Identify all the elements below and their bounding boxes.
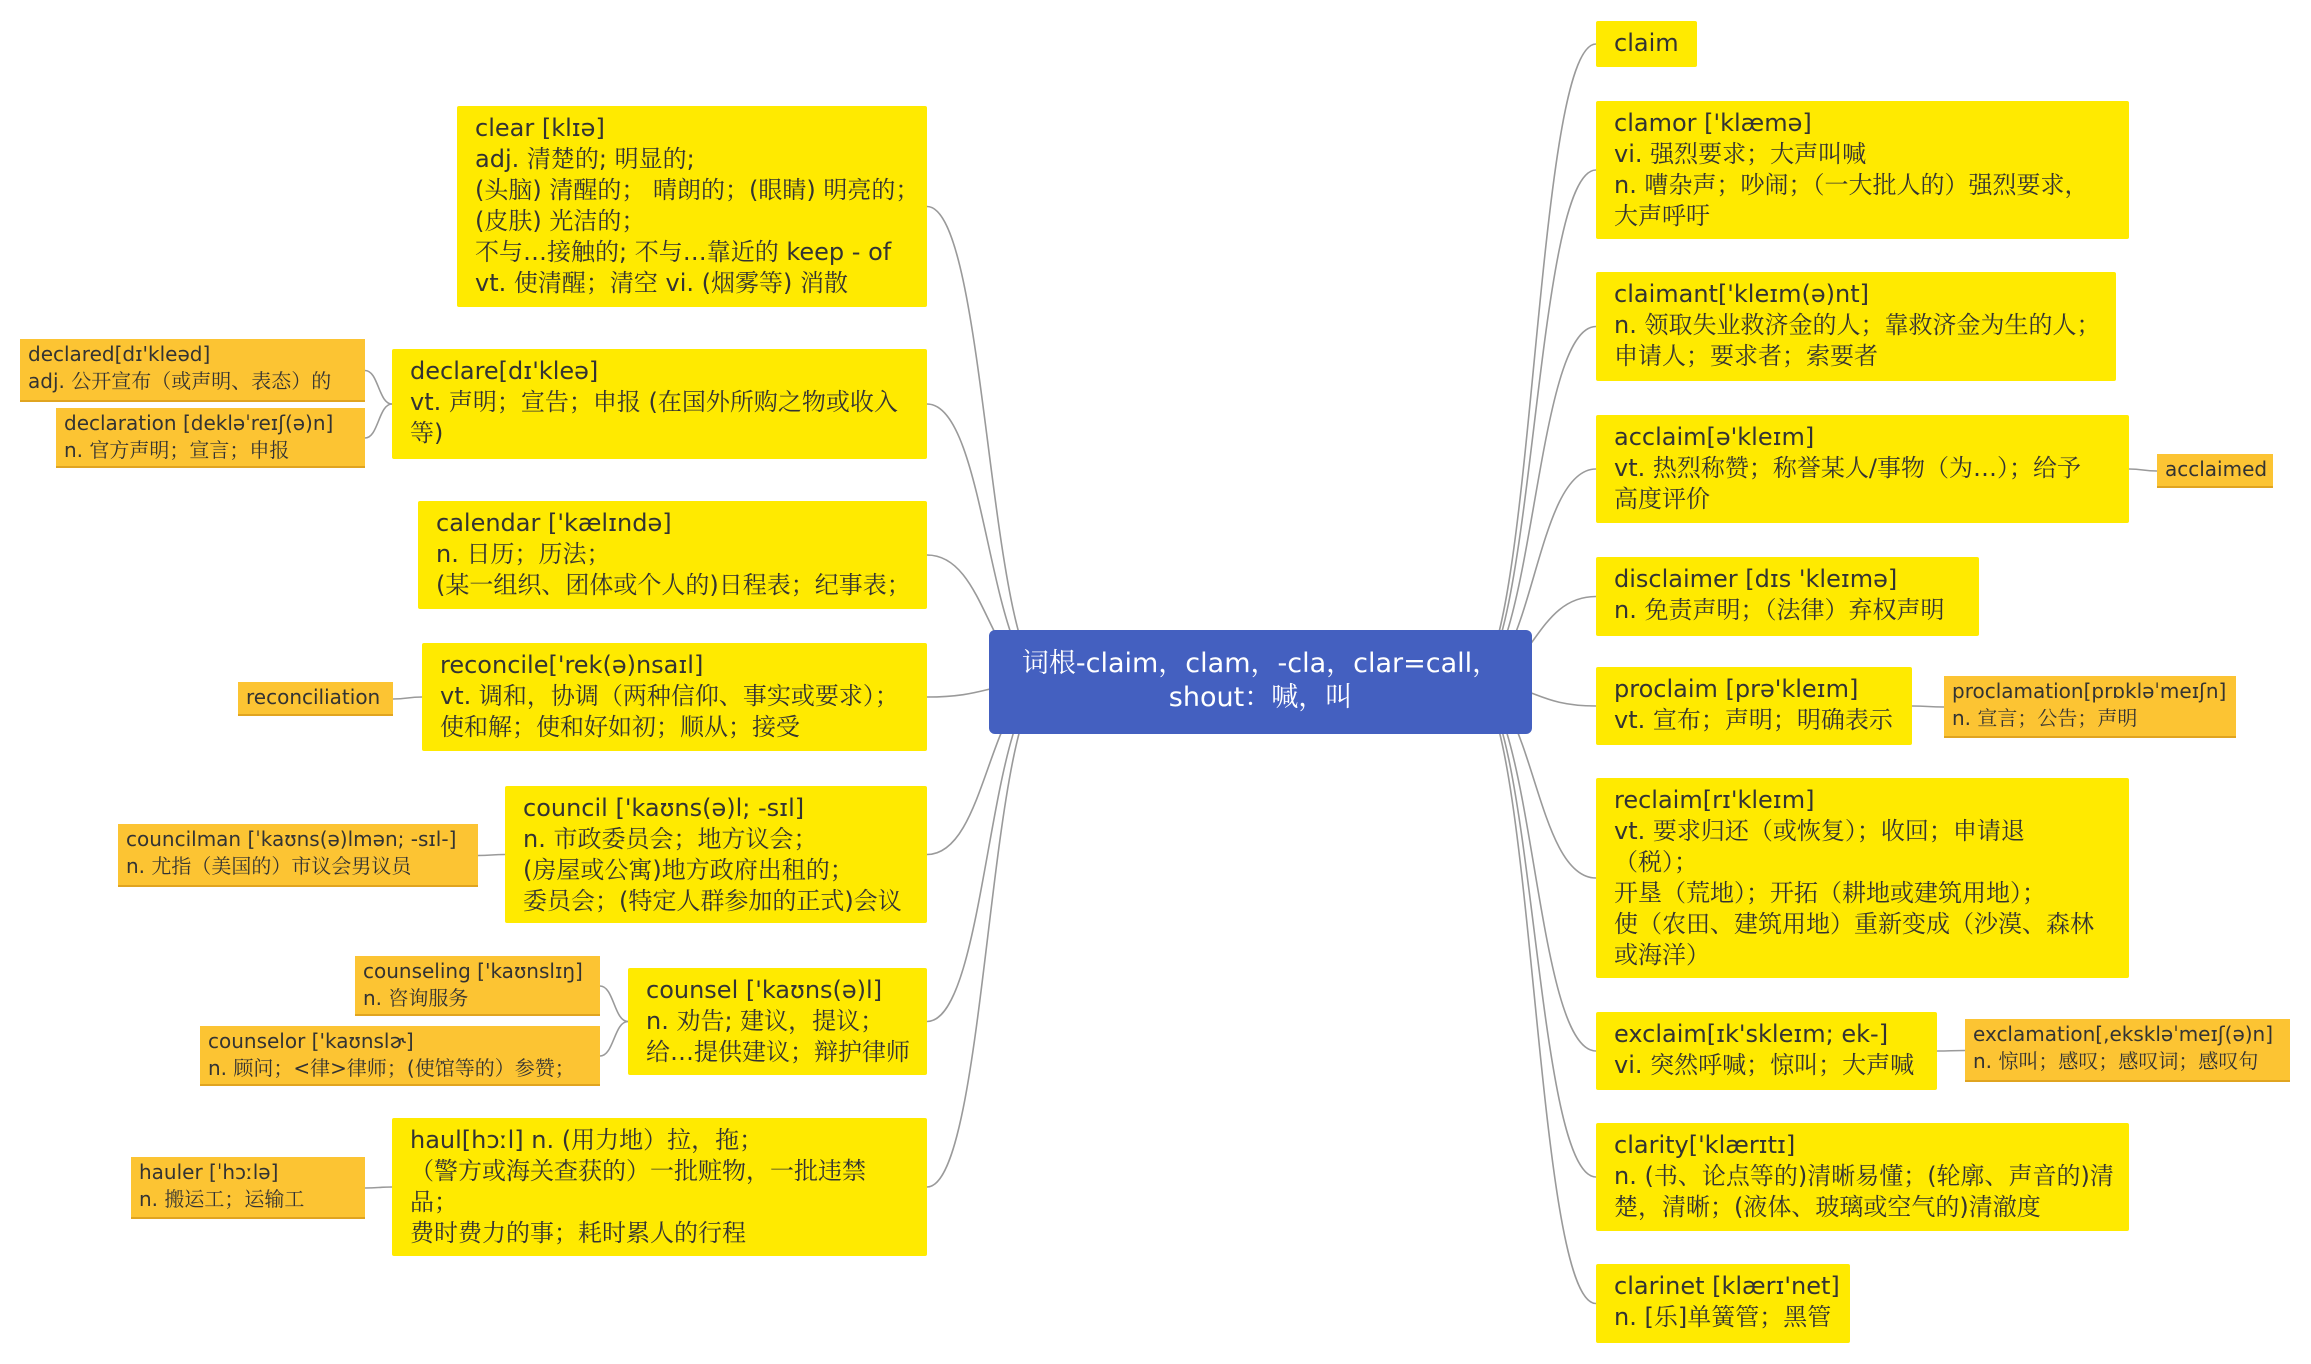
node-text-line: 不与…接触的; 不与…靠近的 keep - of [475,238,892,266]
node-text-line: proclamation[prɒkləˈmeɪʃn] [1952,679,2227,703]
node-text-line: councilman [ˈkaʊns(ə)lmən; -sɪl-] [126,827,457,851]
node-text-line: declaration [dekləˈreɪʃ(ə)n] [64,411,334,435]
topic-clarity[interactable] [1596,1123,2129,1231]
node-text-line: calendar ['kælɪndə] [436,509,672,537]
subtopic-declared[interactable] [20,339,365,402]
edge-central-clear [927,207,1049,683]
edge-declare-declaration [365,404,392,438]
topic-clear[interactable] [457,106,927,307]
subtopic-declaration[interactable] [56,408,365,468]
node-text-line: n. 嘈杂声；吵闹；（一大批人的）强烈要求， [1614,171,2089,199]
node-text-line: n. [乐]单簧管；黑管 [1614,1303,1832,1331]
node-text-line: 高度评价 [1614,485,1710,513]
node-text-line: n. 免责声明；（法律）弃权声明 [1614,596,1945,624]
node-text-line: n. 惊叫；感叹；感叹词；感叹句 [1973,1049,2259,1073]
node-text-line: 品； [410,1188,458,1216]
node-text-line: counsel ['kaʊns(ə)l] [646,976,883,1004]
node-text-line: declare[dɪ'kleə] [410,357,599,385]
node-text-line: (头脑) 清醒的； 晴朗的；(眼睛) 明亮的； [475,176,920,204]
node-text-line: 大声呼吁 [1614,202,1710,230]
node-text-line: declared[dɪ'kleəd] [28,342,211,366]
subtopic-acclaimed[interactable] [2157,454,2273,488]
topic-haul[interactable] [392,1118,927,1256]
edge-proclaim-proclamation [1912,706,1944,707]
node-text-line: 或海洋） [1614,941,1710,969]
edge-central-claim [1472,44,1596,682]
node-text-line: vt. 声明；宣告；申报 (在国外所购之物或收入 [410,388,898,416]
node-text-line: n. 宣言；公告；声明 [1952,706,2138,730]
topic-claim[interactable] [1596,21,1697,67]
node-text-line: （警方或海关查获的）一批赃物，一批违禁 [410,1157,866,1185]
node-text-line: counseling ['kaʊnslɪŋ] [363,959,583,983]
node-text-line: shout：喊，叫 [1168,682,1353,713]
node-text-line: vt. 调和，协调（两种信仰、事实或要求）； [440,682,899,710]
edge-central-clarinet [1472,682,1596,1304]
node-text-line: reconciliation [246,685,381,709]
edge-counsel-counselor [600,1022,628,1057]
topic-clarinet[interactable] [1596,1264,1850,1343]
edge-central-claimant [1472,327,1596,683]
node-text-line: disclaimer [dɪs 'kleɪmə] [1614,565,1898,593]
node-text-line: hauler [ˈhɔːlə] [139,1160,279,1184]
node-text-line: n. 日历；历法； [436,540,611,568]
node-text-line: 使和解；使和好如初；顺从；接受 [440,713,800,741]
node-text-line: reclaim[rɪ'kleɪm] [1614,786,1815,814]
edge-council-councilman [478,855,505,856]
node-text-line: (某一组织、团体或个人的)日程表；纪事表； [436,571,911,599]
node-text-line: 开垦（荒地）；开拓（耕地或建筑用地）； [1614,879,2046,907]
node-text-line: proclaim [prə'kleɪm] [1614,675,1859,703]
node-text-line: clamor ['klæmə] [1614,109,1812,137]
edge-declare-declared [365,371,392,405]
edge-central-haul [927,682,1049,1187]
edge-acclaim-acclaimed [2129,469,2157,471]
node-text-line: n. 官方声明；宣言；申报 [64,438,290,462]
subtopic-exclamation[interactable] [1965,1019,2290,1082]
node-text-line: adj. 清楚的; 明显的; [475,145,695,173]
edge-counsel-counseling [600,986,628,1022]
node-text-line: 申请人；要求者；索要者 [1614,342,1878,370]
node-text-line: vt. 使清醒；清空 vi. (烟雾等) 消散 [475,269,848,297]
edge-reconcile-reconciliation [393,697,422,699]
edge-haul-hauler [365,1187,392,1188]
subtopic-proclamation[interactable] [1944,676,2236,738]
node-text-line: 给…提供建议；辩护律师 [646,1038,910,1066]
node-text-line: (房屋或公寓)地方政府出租的； [523,856,854,884]
edge-exclaim-exclamation [1937,1051,1965,1052]
node-text-line: n. 劝告; 建议，提议； [646,1007,885,1035]
topic-counsel[interactable] [628,968,927,1075]
node-text-line: vi. 突然呼喊；惊叫；大声喊 [1614,1051,1915,1079]
topic-calendar[interactable] [418,501,927,609]
subtopic-councilman[interactable] [118,824,478,887]
topic-claimant[interactable] [1596,272,2116,381]
node-text-line: 委员会；(特定人群参加的正式)会议 [523,887,902,915]
node-text-line: acclaimed [2165,457,2268,481]
node-text-line: n. 顾问；<律>律师；(使馆等的）参赞； [208,1056,575,1080]
node-text-line: n. 市政委员会；地方议会； [523,825,818,853]
subtopic-hauler[interactable] [131,1157,365,1219]
node-text-line: clarinet [klærɪ'net] [1614,1272,1840,1300]
node-text-line: claimant['kleɪm(ə)nt] [1614,280,1870,308]
topic-council[interactable] [505,786,927,923]
node-text-line: vt. 宣布；声明；明确表示 [1614,706,1893,734]
central-topic[interactable] [989,630,1532,734]
topic-reclaim[interactable] [1596,778,2129,978]
subtopic-reconciliation[interactable] [238,682,393,716]
node-text-line: 词根-claim，clam，-cla，clar=call， [1021,648,1500,679]
node-text-line: n. 领取失业救济金的人；靠救济金为生的人； [1614,311,2101,339]
node-text-line: exclaim[ɪk'skleɪm; ek-] [1614,1020,1889,1048]
node-text-line: n. (书、论点等的)清晰易懂；(轮廓、声音的)清 [1614,1162,2114,1190]
node-text-line: counselor ['kaʊnslɚ] [208,1029,414,1053]
topic-acclaim[interactable] [1596,415,2129,523]
node-text-line: council ['kaʊns(ə)l; -sɪl] [523,794,805,822]
node-text-line: n. 咨询服务 [363,986,469,1010]
node-text-line: 等) [410,419,444,447]
node-text-line: vt. 热烈称赞；称誉某人/事物（为…）；给予 [1614,454,2081,482]
node-text-line: n. 搬运工；运输工 [139,1187,305,1211]
node-text-line: vi. 强烈要求；大声叫喊 [1614,140,1867,168]
node-text-line: haul[hɔːl] n. (用力地）拉，拖； [410,1126,764,1154]
node-text-line: clarity['klærɪtɪ] [1614,1131,1796,1159]
node-text-line: acclaim[ə'kleɪm] [1614,423,1815,451]
topic-clamor[interactable] [1596,101,2129,239]
node-text-line: reconcile['rek(ə)nsaɪl] [440,651,704,679]
edge-central-clarity [1472,682,1596,1177]
topic-declare[interactable] [392,349,927,459]
topic-exclaim[interactable] [1596,1012,1937,1090]
node-text-line: clear [klɪə] [475,114,605,142]
subtopic-counseling[interactable] [355,956,600,1016]
node-text-line: vt. 要求归还（或恢复）；收回；申请退 [1614,817,2025,845]
node-text-line: 费时费力的事；耗时累人的行程 [410,1219,746,1247]
node-text-line: n. 尤指（美国的）市议会男议员 [126,854,412,878]
node-text-line: claim [1614,29,1679,57]
node-text-line: exclamation[,ekskləˈmeɪʃ(ə)n] [1973,1022,2274,1046]
topic-reconcile[interactable] [422,643,927,751]
node-text-line: （税）； [1614,848,1698,876]
node-text-line: (皮肤) 光洁的； [475,207,646,235]
topic-disclaimer[interactable] [1596,557,1979,636]
node-text-line: 使（农田、建筑用地）重新变成（沙漠、森林 [1614,910,2094,938]
subtopic-counselor[interactable] [200,1026,600,1086]
topic-proclaim[interactable] [1596,667,1912,745]
node-text-line: adj. 公开宣布（或声明、表态）的 [28,369,332,393]
node-text-line: 楚，清晰；(液体、玻璃或空气的)清澈度 [1614,1193,2041,1221]
edge-central-clamor [1472,170,1596,682]
